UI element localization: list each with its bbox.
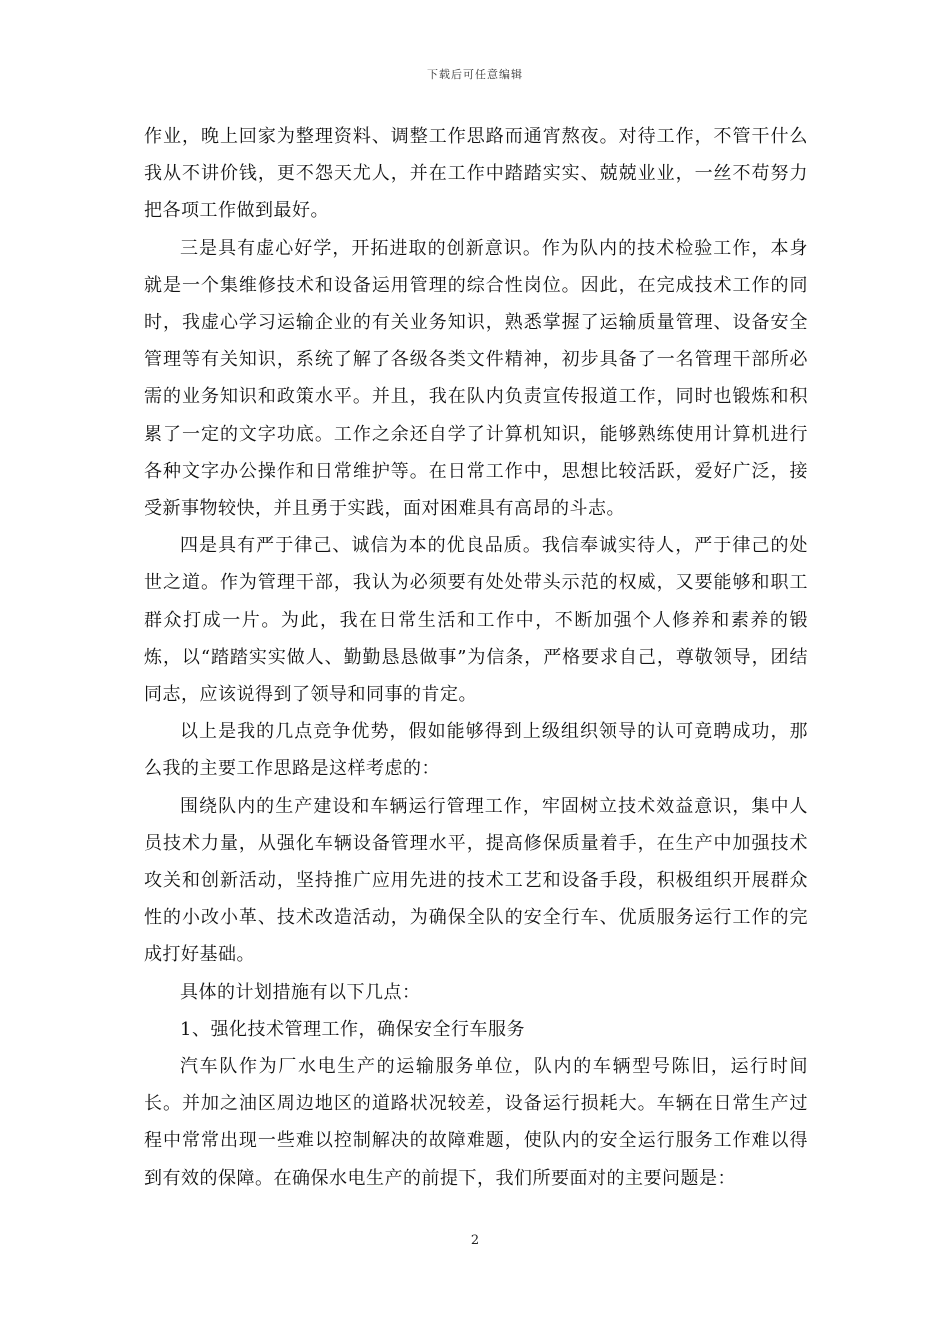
paragraph: 以上是我的几点竞争优势，假如能够得到上级组织领导的认可竟聘成功，那么我的主要工作思路是这样考虑的：	[144, 721, 808, 780]
paragraph: 三是具有虚心好学，开拓进取的创新意识。作为队内的技术检验工作，本身就是一个集维修技术和设备运用管理的综合性岗位。因此，在完成技术工作的同时，我虚心学习运输企业的有关业务知识，熟悉掌握了运输质量管理、设备安全管理等有关知识，系统了解了各级各类文件精神，初步具备了一名管理干部所必需的业务知识和政策水平。并且，我在队内负责宣传报道工作，同时也锻炼和积累了一定的文字功底。工作之余还自学了计算机知识，能够熟练使用计算机进行各种文字办公操作和日常维护等。在日常工作中，思想比较活跃，爱好广泛，接受新事物较快，并且勇于实践，面对困难具有高昂的斗志。	[144, 237, 808, 520]
paragraph: 具体的计划措施有以下几点：	[180, 981, 421, 1003]
paragraph: 汽车队作为厂水电生产的运输服务单位，队内的车辆型号陈旧，运行时间长。并加之油区周边地区的道路状况较差，设备运行损耗大。车辆在日常生产过程中常常出现一些难以控制解决的故障难题，使队内的安全运行服务工作难以得到有效的保障。在确保水电生产的前提下，我们所要面对的主要问题是：	[144, 1056, 808, 1189]
paragraph: 围绕队内的生产建设和车辆运行管理工作，牢固树立技术效益意识，集中人员技术力量，从强化车辆设备管理水平，提高修保质量着手，在生产中加强技术攻关和创新活动，坚持推广应用先进的技术工艺和设备手段，积极组织开展群众性的小改小革、技术改造活动，为确保全队的安全行车、优质服务运行工作的完成打好基础。	[144, 795, 808, 966]
paragraph: 作业，晚上回家为整理资料、调整工作思路而通宵熬夜。对待工作，不管干什么我从不讲价钱，更不怨天尤人，并在工作中踏踏实实、兢兢业业，一丝不苟努力把各项工作做到最好。	[144, 126, 808, 222]
paragraph: 四是具有严于律己、诚信为本的优良品质。我信奉诚实待人，严于律己的处世之道。作为管理干部，我认为必须要有处处带头示范的权威，又要能够和职工群众打成一片。为此，我在日常生活和工作中，不断加强个人修养和素养的锻炼，以“踏踏实实做人、勤勤恳恳做事”为信条，严格要求自己，尊敬领导，团结同志，应该说得到了领导和同事的肯定。	[144, 535, 808, 706]
section-heading: 1、强化技术管理工作，确保安全行车服务	[180, 1018, 525, 1040]
page-number: 2	[470, 1233, 480, 1248]
document-body	[144, 118, 808, 1197]
page-header: 下载后可任意编辑	[427, 68, 523, 81]
